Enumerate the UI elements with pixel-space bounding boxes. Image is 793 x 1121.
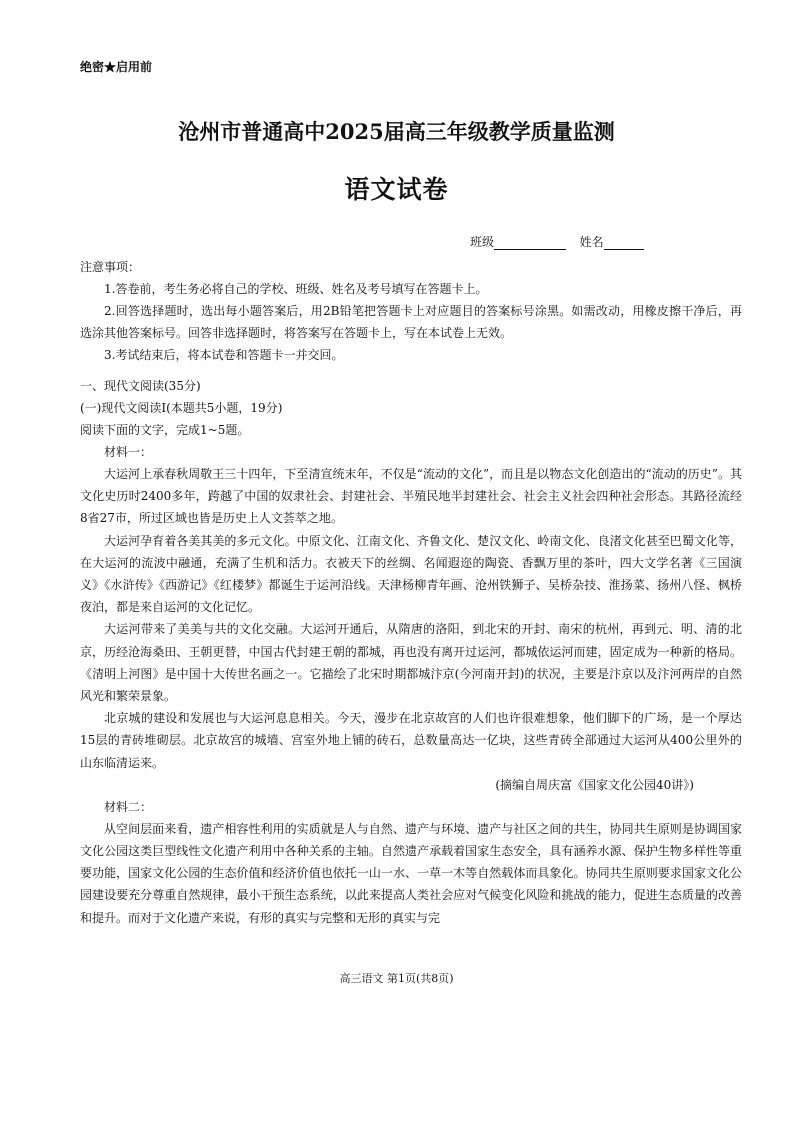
notice-item-2: 2.回答选择题时，选出每小题答案后，用2B铅笔把答题卡上对应题目的答案标号涂黑。如需改动，用橡皮擦干净后，再选涂其他答案标号。回答非选择题时，将答案写在答题卡上，写在本试卷上无效。 [80,304,742,341]
section-sub-heading: (一)现代文阅读Ⅰ(本题共5小题，19分) [80,401,283,415]
secret-label: 绝密★启用前 [80,60,153,74]
material1-source: (摘编自周庆富《国家文化公园40讲》) [495,777,694,792]
material1-paragraph-4: 北京城的建设和发展也与大运河息息相关。今天，漫步在北京故宫的人们也许很难想象，他们脚下的广场，是一个厚达15层的青砖堆砌层。北京故宫的城墙、宫室外地上铺的砖石，总数量高达一亿块，这些青砖全部通过大运河从400公里外的山东临清运来。 [80,711,742,770]
material1-paragraph-1: 大运河上承春秋周敬王三十四年，下至清宣统末年，不仅是“流动的文化”，而且是以物态文化创造出的“流动的历史”。其文化史历时2400多年，跨越了中国的奴隶社会、封建社会、半殖民地半封建社会、社会主义社会四种社会形态。其路径流经8省27市，所过区域也皆是历史上人文荟萃之地。 [80,467,742,526]
exam-subtitle: 语文试卷 [344,175,449,204]
class-blank [494,237,566,250]
notice-block [80,256,742,366]
notice-item-3: 3.考试结束后，将本试卷和答题卡一并交回。 [104,348,344,363]
exam-title: 沧州市普通高中2025届高三年级教学质量监测 [178,119,615,144]
section-heading: 一、现代文阅读(35分) [80,379,201,393]
reading-section [80,375,742,929]
notice-heading: 注意事项： [80,260,141,274]
material1-paragraph-3: 大运河带来了美美与共的文化交融。大运河开通后，从隋唐的洛阳，到北宋的开封、南宋的杭州，再到元、明、清的北京，历经沧海桑田、王朝更替，中国古代封建王朝的都城，再也没有离开过运河，都城依运河而建，固定成为一种新的格局。《清明上河图》是中国十大传世名画之一。它描绘了北宋时期都城汴京(今河南开封)的状况，主要是汴京以及汴河两岸的自然风光和繁荣景象。 [80,622,742,704]
material1-paragraph-2: 大运河孕育着各美其美的多元文化。中原文化、江南文化、齐鲁文化、楚汉文化、岭南文化、良渚文化甚至巴蜀文化等，在大运河的流波中融通，充满了生机和活力。衣被天下的丝绸、名闻遐迩的陶瓷、香飘万里的茶叶，四大文学名著《三国演义》《水浒传》《西游记》《红楼梦》都诞生于运河沿线。天津杨柳青年画、沧州铁狮子、吴桥杂技、淮扬菜、扬州八怪、枫桥夜泊，都是来自运河的文化记忆。 [80,533,742,615]
class-name-fields [470,233,644,250]
section-instruction: 阅读下面的文字，完成1~5题。 [80,423,250,437]
material2-label: 材料二： [104,799,153,814]
material1-label: 材料一： [104,445,153,459]
material2-paragraph: 从空间层面来看，遗产相容性利用的实质就是人与自然、遗产与环境、遗产与社区之间的共生，协同共生原则是协调国家文化公园这类巨型线性文化遗产利用中各种关系的主轴。自然遗产承载着国家生态安全，具有涵养水源、保护生物多样性等重要功能，国家文化公园的生态价值和经济价值也依托一山一水、一草一木等自然载体而具象化。协同共生原则要求国家文化公园建设要充分尊重自然规律，最小干预生态系统，以此来提高人类社会应对气候变化风险和挑战的能力，促进生态质量的改善和提升。而对于文化遗产来说，有形的真实与完整和无形的真实与完 [80,821,742,925]
name-blank [604,237,644,250]
name-label: 姓名 [579,235,604,249]
notice-item-1: 1.答卷前，考生务必将自己的学校、班级、姓名及考号填写在答题卡上。 [104,282,488,296]
class-label: 班级 [470,235,495,249]
page-footer: 高三语文 第1页(共8页) [339,972,454,985]
